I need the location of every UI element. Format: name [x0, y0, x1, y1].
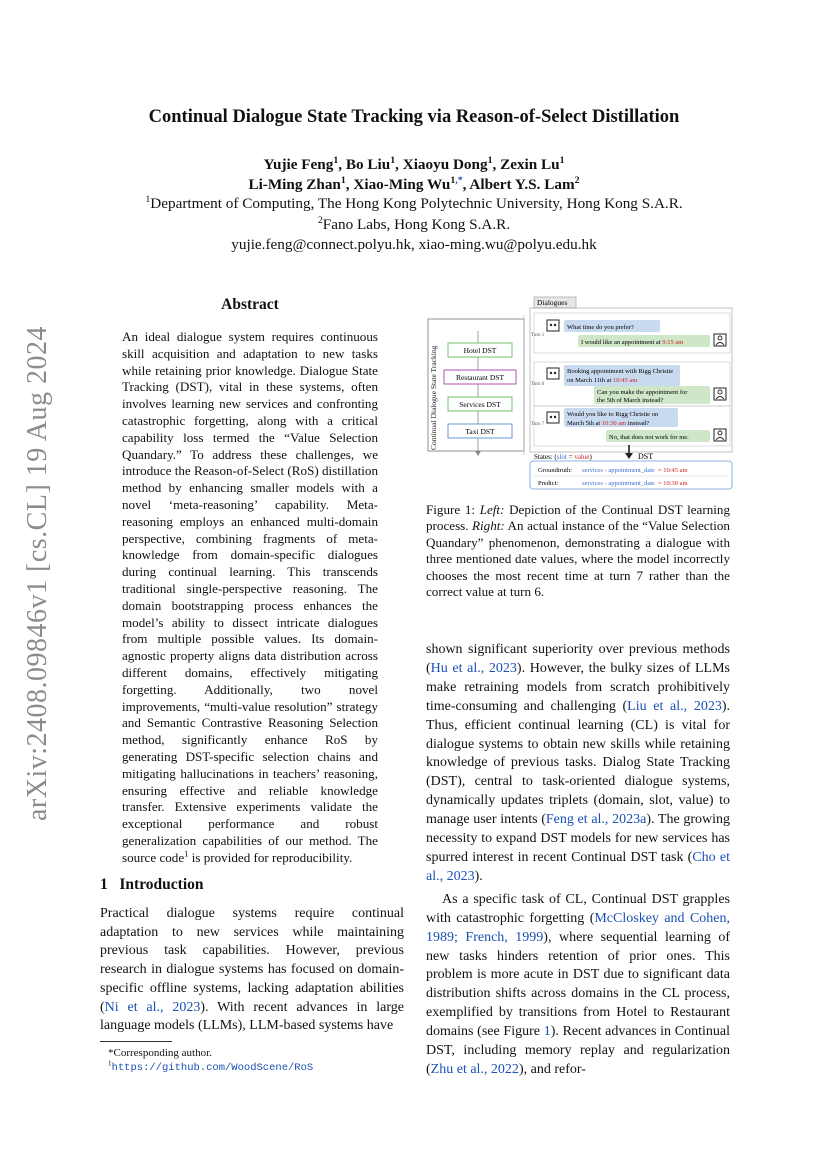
svg-text:Can you make the appointment f: Can you make the appointment for [597, 389, 688, 396]
right-column-body [426, 641, 730, 1080]
figure-1 [426, 295, 736, 495]
right-paragraph-2: As a specific task of CL, Continual DST grapples with catastrophic forgetting (McCloskey and Cohen, 1989; French, 1999), where sequential learning of new tasks hinders retention of prior ones. This problem is more acute in DST due to significant data distribution shifts across domains in the CL process, exemplified by transitions from Hotel to Restaurant domains (see Figure 1). Recent advances in Continual DST, including memory replay and regularization (Zhu et al., 2022), and refor- [426, 891, 731, 1077]
svg-text:on March 11th at 10:45 am: on March 11th at 10:45 am [567, 377, 638, 384]
svg-text:Dialogues: Dialogues [537, 298, 568, 307]
svg-text:Hotel DST: Hotel DST [463, 346, 497, 355]
bot-icon [547, 412, 559, 423]
svg-text:Turn 1: Turn 1 [531, 333, 545, 338]
paper-title: Continual Dialogue State Tracking via Reason-of-Select Distillation [148, 107, 680, 127]
arxiv-side-label: arXiv:2408.09846v1 [cs.CL] 19 Aug 2024 [22, 326, 53, 821]
authors-line-1: Yujie Feng$^1$, Bo Liu$^1$, Xiaoyu Dong$^1$, Zexin Lu$^1$ [263, 154, 565, 173]
svg-text:Turn 7: Turn 7 [531, 422, 545, 427]
authors [0, 155, 828, 195]
intro-paragraph: Practical dialogue systems require continual adaptation to new services while maintaining previous task capabilities. However, previous research in dialogue systems has focused on domain-specific offline systems, lacking adaptation abilities (Ni et al., 2023). With recent advances in large language models (LLMs), LLM-based systems have [100, 906, 404, 1034]
authors-line-2: Li-Ming Zhan$^1$, Xiao-Ming Wu$^{1,*}$, Albert Y.S. Lam$^2$ [248, 174, 580, 193]
abstract-body: An ideal dialogue system requires continuous skill acquisition and adaptation to new tasks while retaining prior knowledge. Dialogue State Tracking (DST), vital in these systems, often involves learning new services and confronting catastrophic forgetting, along with a critical capability loss termed the “Value Selection Quandary.” To address these challenges, we introduce the Reason-of-Select (RoS) distillation method by enhancing smaller models with a novel ‘meta-reasoning’ capability. Meta-reasoning employs an enhanced multi-domain perspective, combining fragments of meta-knowledge from domain-specific dialogues during continual learning. This transcends traditional single-perspective reasoning. The domain bootstrapping process enhances the model’s ability to dissect intricate dialogues from multiple possible values. Its domain-agnostic property aligns data distribution across different domains, effectively mitigating forgetting. Additionally, two novel improvements, “multi-value resolution” strategy and Semantic Contrastive Reasoning Selection method, significantly enhance RoS by generating DST-specific selection chains and mitigating hallucinations in teachers’ reasoning, ensuring effective and reliable knowledge transfer. Extensive experiments validate the exceptional performance and robust generalization capabilities of our method. The source code$^1$ is provided for reproducibility. [122, 329, 378, 865]
svg-text:Restaurant DST: Restaurant DST [455, 373, 505, 382]
service-hotel [448, 343, 512, 357]
service-services [448, 397, 512, 411]
figure-1-caption: Figure 1: Left: Depiction of the Continual DST learning process. Right: An actual instance of the “Value Selection Quandary” phenomenon, demonstrating a dialogue with three mentioned date values, where the model incorrectly chooses the most recent time at turn 7 rather than the correct value at turn 6. [426, 502, 730, 600]
footnote-corresponding: *Corresponding author. [108, 1047, 212, 1059]
footnotes [100, 1046, 400, 1075]
bot-icon [547, 320, 559, 331]
svg-text:No, that does not work for me.: No, that does not work for me. [609, 434, 689, 441]
svg-text:Predict:: Predict: [538, 480, 559, 487]
footnote-rule [100, 1041, 172, 1042]
user-icon [714, 334, 726, 346]
svg-text:What time do you prefer?: What time do you prefer? [567, 324, 634, 331]
svg-text:DST: DST [638, 452, 654, 461]
right-paragraph-1: shown significant superiority over previous methods (Hu et al., 2023). However, the bulky sizes of LLMs make retraining models from scratch prohibitively time-consuming and challenging (Liu et al., 2023). Thus, efficient continual learning (CL) is vital for dialogue systems to obtain new skills while retaining knowledge of previous tasks. Dialog State Tracking (DST), central to task-oriented dialogue systems, dynamically updates triplets (domain, slot, value) to manage user intents (Feng et al., 2023a). The growing necessity to expand DST models for new services has spurred interest in recent Continual DST task (Cho et al., 2023). [426, 642, 731, 884]
svg-text:Taxi DST: Taxi DST [465, 427, 495, 436]
section-heading-introduction: 1 Introduction [100, 876, 204, 893]
abstract-heading: Abstract [221, 296, 279, 313]
svg-text:I would like an appointment at: I would like an appointment at 9:15 am [581, 339, 684, 346]
svg-text:the 5th of March instead?: the 5th of March instead? [597, 397, 664, 404]
affiliation-2: $^2$Fano Labs, Hong Kong S.A.R. [317, 214, 511, 233]
svg-text:States: (slot = value): States: (slot = value) [534, 453, 592, 461]
user-icon [714, 388, 726, 400]
service-taxi [448, 424, 512, 438]
left-panel-title: Continual Dialogue State Tracking [429, 345, 438, 450]
svg-text:Turn 6: Turn 6 [531, 382, 545, 387]
svg-text:Would you like to Rigg Christi: Would you like to Rigg Christie on [567, 411, 659, 418]
svg-text:Groundtruth:: Groundtruth: [538, 467, 572, 474]
affiliations [0, 194, 828, 256]
svg-text:Booking appointment with Rigg: Booking appointment with Rigg Christie [567, 368, 674, 375]
footnote-code: $^1$https://github.com/WoodScene/RoS [108, 1059, 314, 1074]
affiliation-1: $^1$Department of Computing, The Hong Kong Polytechnic University, Hong Kong S.A.R. [145, 193, 683, 212]
svg-text:services - appointment_date= 1: services - appointment_date = 10:30 am [582, 480, 688, 487]
svg-text:Services DST: Services DST [459, 400, 501, 409]
svg-text:March 5th at 10:30 am instead?: March 5th at 10:30 am instead? [567, 420, 650, 427]
svg-text:services - appointment_date= 1: services - appointment_date = 10:45 am [582, 467, 688, 474]
emails: yujie.feng@connect.polyu.hk, xiao-ming.wu@polyu.edu.hk [231, 236, 597, 253]
code-link[interactable]: https://github.com/WoodScene/RoS [111, 1062, 314, 1074]
bot-icon [547, 368, 559, 379]
service-restaurant [444, 370, 516, 384]
user-icon [714, 429, 726, 441]
